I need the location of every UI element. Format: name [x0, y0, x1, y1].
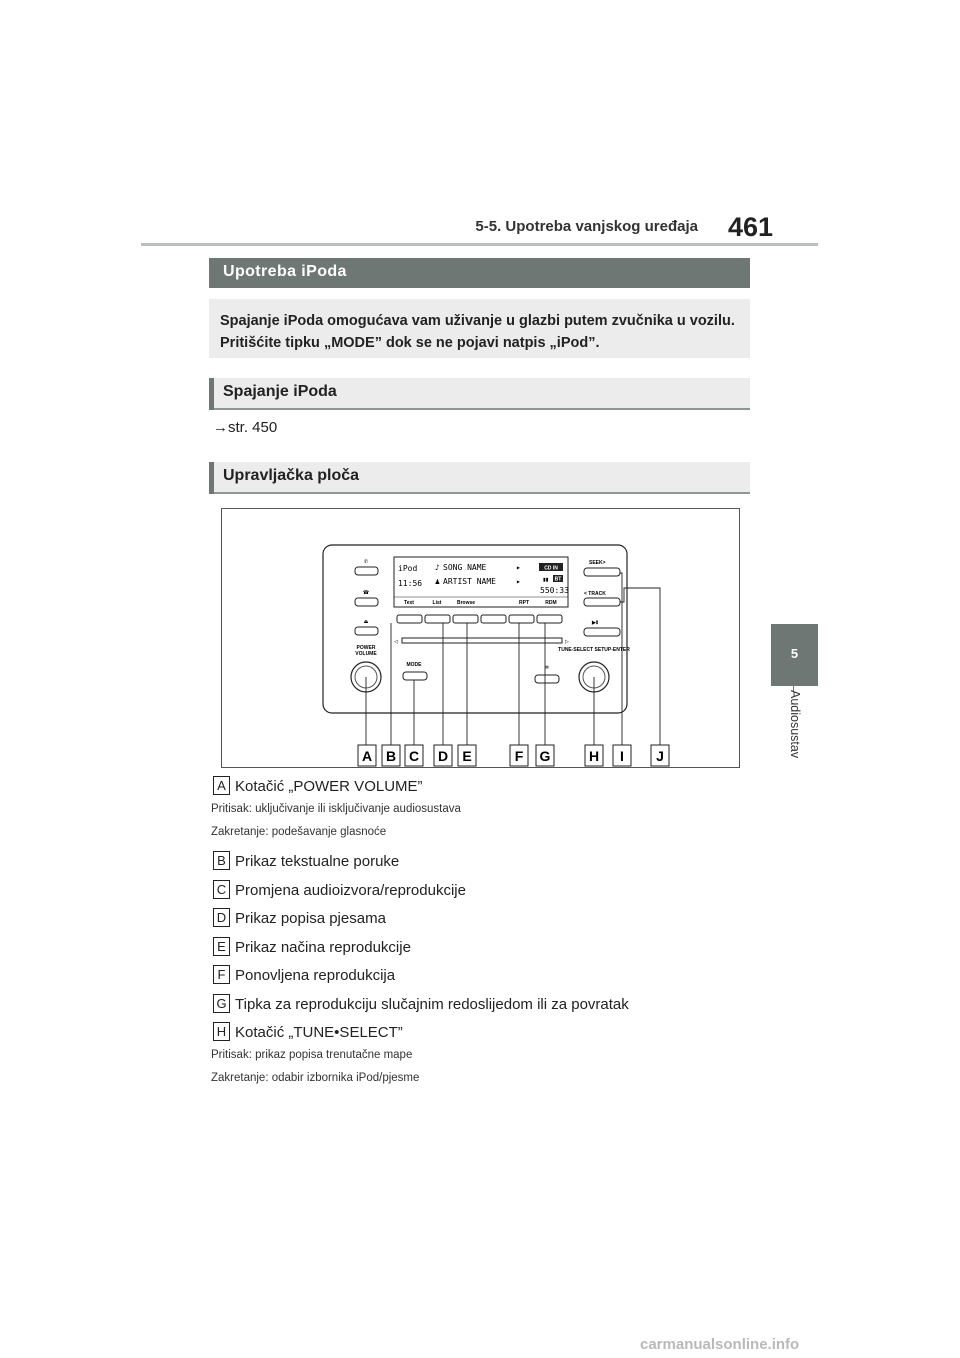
subsection-title: Upravljačka ploča: [223, 467, 360, 484]
phone-icon: ✆: [363, 559, 369, 565]
header-title: 5-5. Upotreba vanjskog uređaja: [475, 218, 698, 235]
callout-h: H: [588, 748, 600, 764]
legend-letter: D: [213, 908, 230, 927]
display-artist: ARTIST NAME: [443, 577, 496, 586]
cd-in-text: CD IN: [544, 565, 558, 572]
legend-letter: A: [213, 776, 230, 795]
misc-button: [535, 675, 559, 683]
legend-item-c: [213, 880, 466, 899]
chapter-number: 5: [790, 646, 799, 661]
subsection-bar-control-panel: [209, 462, 750, 494]
legend-text: Kotačić „POWER VOLUME”: [235, 778, 423, 795]
track-label: < TRACK: [584, 591, 606, 597]
phone-button: [355, 567, 378, 575]
watermark: carmanualsonline.info: [640, 1336, 800, 1353]
softkey-button: [397, 615, 422, 623]
cd-slot-right-mark: ▷: [565, 639, 569, 645]
bt-text: BT: [554, 576, 562, 583]
display-play-icon: ▸: [516, 563, 521, 572]
eject-icon: ⏏: [363, 619, 369, 625]
legend-letter: B: [213, 851, 230, 870]
callout-g: G: [539, 748, 551, 764]
callout-j: J: [656, 748, 664, 764]
legend-item-e: [213, 937, 411, 956]
legend-text: Promjena audioizvora/reprodukcije: [235, 882, 466, 899]
subsection-bar-connect: [209, 378, 750, 410]
legend-item-g: [213, 994, 629, 1013]
display-play-icon: ▸: [516, 577, 521, 586]
display-song: SONG NAME: [443, 563, 487, 572]
section-title: Upotreba iPoda: [223, 263, 347, 280]
power-label: POWER: [356, 645, 376, 651]
legend-note: Zakretanje: podešavanje glasnoće: [211, 826, 387, 838]
sun-icon: ✲: [544, 665, 550, 671]
legend-letter: C: [213, 880, 230, 899]
softkey-button: [481, 615, 506, 623]
volume-label: VOLUME: [355, 651, 377, 657]
legend-item-f: [213, 965, 395, 984]
callout-e: E: [462, 748, 472, 764]
softkey-button: [537, 615, 562, 623]
softkey-label-text: Text: [404, 600, 414, 606]
callout-c: C: [408, 748, 420, 764]
legend-letter: H: [213, 1022, 230, 1041]
display-source: iPod: [398, 564, 418, 573]
legend-text: Kotačić „TUNE•SELECT”: [235, 1024, 403, 1041]
callout-b: B: [385, 748, 397, 764]
section-title-bar: [209, 258, 750, 288]
display-counter: 550:33: [540, 586, 569, 595]
callout-i: I: [620, 748, 624, 764]
legend-text: Ponovljena reprodukcija: [235, 967, 396, 984]
legend-letter: G: [213, 994, 230, 1013]
chapter-label: [768, 690, 820, 785]
cd-slot-left-mark: ◁: [394, 639, 398, 645]
tune-select-label: TUNE-SELECT SETUP-ENTER: [558, 647, 630, 653]
legend-note: Pritisak: uključivanje ili isključivanje audiosustava: [211, 803, 461, 815]
legend-text: Prikaz načina reprodukcije: [235, 939, 411, 956]
legend-item-h: [213, 1022, 403, 1041]
track-button: [584, 598, 620, 606]
callout-d: D: [437, 748, 449, 764]
softkey-button: [425, 615, 450, 623]
hangup-button: [355, 598, 378, 606]
page-number: 461: [728, 212, 774, 242]
seek-button: [584, 568, 620, 576]
legend-note: Zakretanje: odabir izbornika iPod/pjesme: [211, 1072, 420, 1084]
signal-icon: ▮▮: [543, 577, 549, 583]
softkey-button: [509, 615, 534, 623]
softkey-label-browse: Browse: [456, 600, 476, 606]
mode-button: [403, 672, 427, 680]
chapter-tab: [771, 624, 818, 686]
control-panel-illustration: [222, 509, 741, 769]
legend-note: Pritisak: prikaz popisa trenutačne mape: [211, 1049, 413, 1061]
eject-button: [355, 627, 378, 635]
legend-letter: F: [213, 965, 230, 984]
subsection-accent: [209, 462, 214, 494]
callout-a: A: [361, 748, 373, 764]
header-rule: [141, 243, 818, 246]
play-pause-button: [584, 628, 620, 636]
softkey-label-rpt: RPT: [519, 600, 529, 606]
display-note-icon: ♪: [435, 563, 440, 572]
callout-boxes: [358, 745, 669, 766]
display-time: 11:56: [398, 579, 423, 588]
mode-label: MODE: [406, 662, 422, 668]
softkey-button: [453, 615, 478, 623]
seek-label: SEEK>: [589, 560, 606, 566]
intro-box: [209, 299, 750, 358]
hangup-icon: ☎: [362, 590, 370, 596]
legend-item-b: [213, 851, 399, 870]
intro-text: Spajanje iPoda omogućava vam uživanje u glazbi putem zvučnika u vozilu. Pritišćite tipku „MODE” dok se ne pojavi natpis „iPod”.: [220, 313, 735, 351]
legend-letter: E: [213, 937, 230, 956]
legend-text: Prikaz popisa pjesama: [235, 910, 386, 927]
legend-text: Tipka za reprodukciju slučajnim redoslijedom ili za povratak: [235, 996, 629, 1013]
legend-text: Prikaz tekstualne poruke: [235, 853, 400, 870]
legend-item-d: [213, 908, 386, 927]
subsection-title: Spajanje iPoda: [223, 383, 337, 400]
legend-item-a: [213, 776, 423, 795]
display-artist-icon: ♟: [435, 577, 440, 586]
play-pause-icon: ▶Ⅱ: [592, 620, 599, 626]
subsection-accent: [209, 378, 214, 410]
callout-f: F: [514, 748, 524, 764]
control-panel-figure: [221, 508, 740, 768]
page-reference-link[interactable]: →str. 450: [213, 419, 278, 436]
chapter-label-text: Audiosustav: [788, 690, 802, 759]
softkey-label-list: List: [432, 600, 442, 606]
softkey-label-rdm: RDM: [545, 600, 557, 606]
cd-slot: [402, 638, 562, 643]
